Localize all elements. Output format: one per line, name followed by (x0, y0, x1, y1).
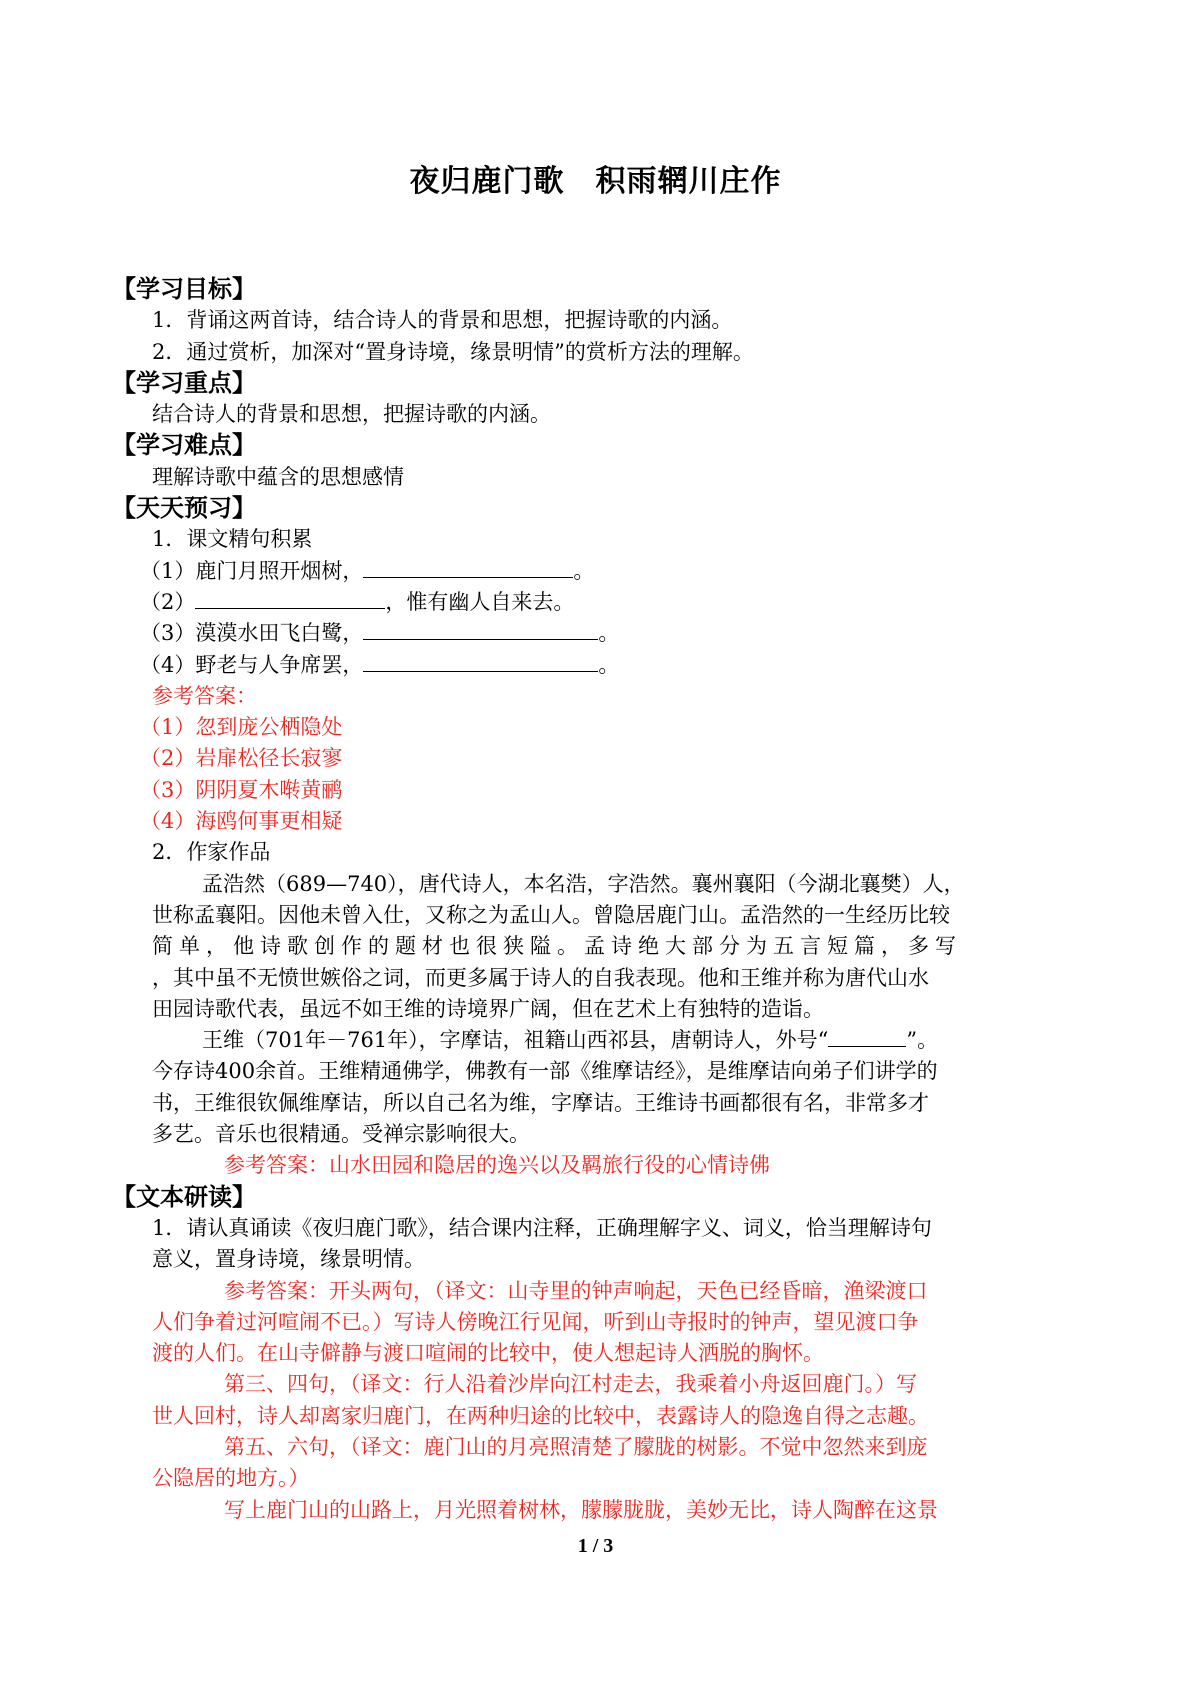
fill-blank-suffix: 。 (598, 652, 620, 677)
answer-blank[interactable] (828, 1026, 906, 1047)
fill-blank-suffix: 。 (598, 621, 620, 646)
answer-blank[interactable] (363, 651, 598, 672)
question-line: 1．请认真诵读《夜归鹿门歌》，结合课内注释，正确理解字义、词义，恰当理解诗句 (152, 1215, 932, 1240)
fill-blank-prompt: （4）野老与人争席罢， (140, 652, 364, 677)
section-heading-difficulties: 【学习难点】 (112, 431, 256, 460)
answer-line: 参考答案：开头两句，（译文：山寺里的钟声响起，天色已经昏暗，渔梁渡口 (224, 1278, 928, 1303)
answer-item: （2）岩扉松径长寂寥 (140, 746, 343, 771)
page-number: 1 / 3 (577, 1535, 614, 1557)
answer-line: 公隐居的地方。） (152, 1466, 310, 1491)
fill-blank-prompt: （2） (140, 589, 196, 614)
paragraph-line: 孟浩然（689—740），唐代诗人，本名浩，字浩然。襄州襄阳（今湖北襄樊）人， (202, 871, 965, 896)
paragraph-line: 世称孟襄阳。因他未曾入仕，又称之为孟山人。曾隐居鹿门山。孟浩然的一生经历比较 (152, 902, 950, 927)
section-heading-goals: 【学习目标】 (112, 275, 256, 303)
answer-blank[interactable] (195, 588, 385, 609)
fill-blank-prompt: （3）漠漠水田飞白鹭， (140, 621, 364, 646)
section-heading-reading: 【文本研读】 (112, 1182, 256, 1211)
answer-line: 第五、六句，（译文：鹿门山的月亮照清楚了朦胧的树影。不觉中忽然来到庞 (224, 1434, 928, 1459)
paragraph-text: ”。 (906, 1028, 939, 1053)
fill-blank-item (112, 587, 1052, 618)
answer-line: 写上鹿门山的山路上，月光照着树林，朦朦胧胧，美妙无比，诗人陶醉在这景 (224, 1497, 938, 1522)
answer-line: 渡的人们。在山寺僻静与渡口喧闹的比较中，使人想起诗人洒脱的胸怀。 (152, 1341, 824, 1366)
fill-blank-item (112, 650, 1052, 681)
paragraph-line: 多艺。音乐也很精通。受禅宗影响很大。 (152, 1122, 530, 1147)
paragraph-text: 王维（701年－761年），字摩诘，祖籍山西祁县，唐朝诗人，外号“ (202, 1028, 829, 1053)
paragraph-line (112, 1025, 1052, 1056)
section-heading-key-points: 【学习重点】 (112, 368, 256, 397)
answer-line: 人们争着过河喧闹不已。）写诗人傍晚江行见闻，听到山寺报时的钟声，望见渡口争 (152, 1309, 919, 1334)
fill-blank-suffix: 。 (573, 558, 595, 583)
document-body (112, 274, 1052, 1526)
answer-label: 参考答案： (152, 683, 257, 708)
paragraph-line: 简单，他诗歌创作的题材也很狭隘。孟诗绝大部分为五言短篇，多写 (152, 934, 962, 959)
paragraph-line: 今存诗400余首。王维精通佛学，佛教有一部《维摩诘经》，是维摩诘向弟子们讲学的 (152, 1059, 938, 1084)
key-points-text: 结合诗人的背景和思想，把握诗歌的内涵。 (152, 402, 551, 427)
preview-subheading: 1．课文精句积累 (152, 527, 313, 552)
answer-item: （3）阴阴夏木啭黄鹂 (140, 777, 343, 802)
goal-item: 2．通过赏析，加深对“置身诗境，缘景明情”的赏析方法的理解。 (152, 339, 754, 364)
question-line: 意义，置身诗境，缘景明情。 (152, 1247, 425, 1272)
fill-blank-suffix: ，惟有幽人自来去。 (385, 589, 575, 614)
page-title: 夜归鹿门歌 积雨辋川庄作 (409, 164, 782, 199)
answer-line: 第三、四句，（译文：行人沿着沙岸向江村走去，我乘着小舟返回鹿门。）写 (224, 1372, 917, 1397)
preview-subheading: 2．作家作品 (152, 840, 271, 865)
difficulties-text: 理解诗歌中蕴含的思想感情 (152, 464, 404, 489)
answer-text: 参考答案：山水田园和隐居的逸兴以及羁旅行役的心情诗佛 (224, 1153, 770, 1178)
answer-blank[interactable] (363, 619, 598, 640)
answer-item: （4）海鸥何事更相疑 (140, 809, 343, 834)
paragraph-line: 书，王维很钦佩维摩诘，所以自己名为维，字摩诘。王维诗书画都很有名，非常多才 (152, 1090, 929, 1115)
fill-blank-prompt: （1）鹿门月照开烟树， (140, 558, 364, 583)
answer-blank[interactable] (363, 557, 573, 578)
answer-item: （1）忽到庞公栖隐处 (140, 715, 343, 740)
paragraph-line: 田园诗歌代表，虽远不如王维的诗境界广阔，但在艺术上有独特的造诣。 (152, 996, 824, 1021)
goal-item: 1．背诵这两首诗，结合诗人的背景和思想，把握诗歌的内涵。 (152, 308, 733, 333)
section-heading-preview: 【天天预习】 (112, 494, 256, 523)
paragraph-line: ，其中虽不无愤世嫉俗之词，而更多属于诗人的自我表现。他和王维并称为唐代山水 (152, 965, 929, 990)
fill-blank-item (112, 556, 1052, 587)
answer-line: 世人回村，诗人却离家归鹿门，在两种归途的比较中，表露诗人的隐逸自得之志趣。 (152, 1403, 929, 1428)
fill-blank-item (112, 618, 1052, 649)
